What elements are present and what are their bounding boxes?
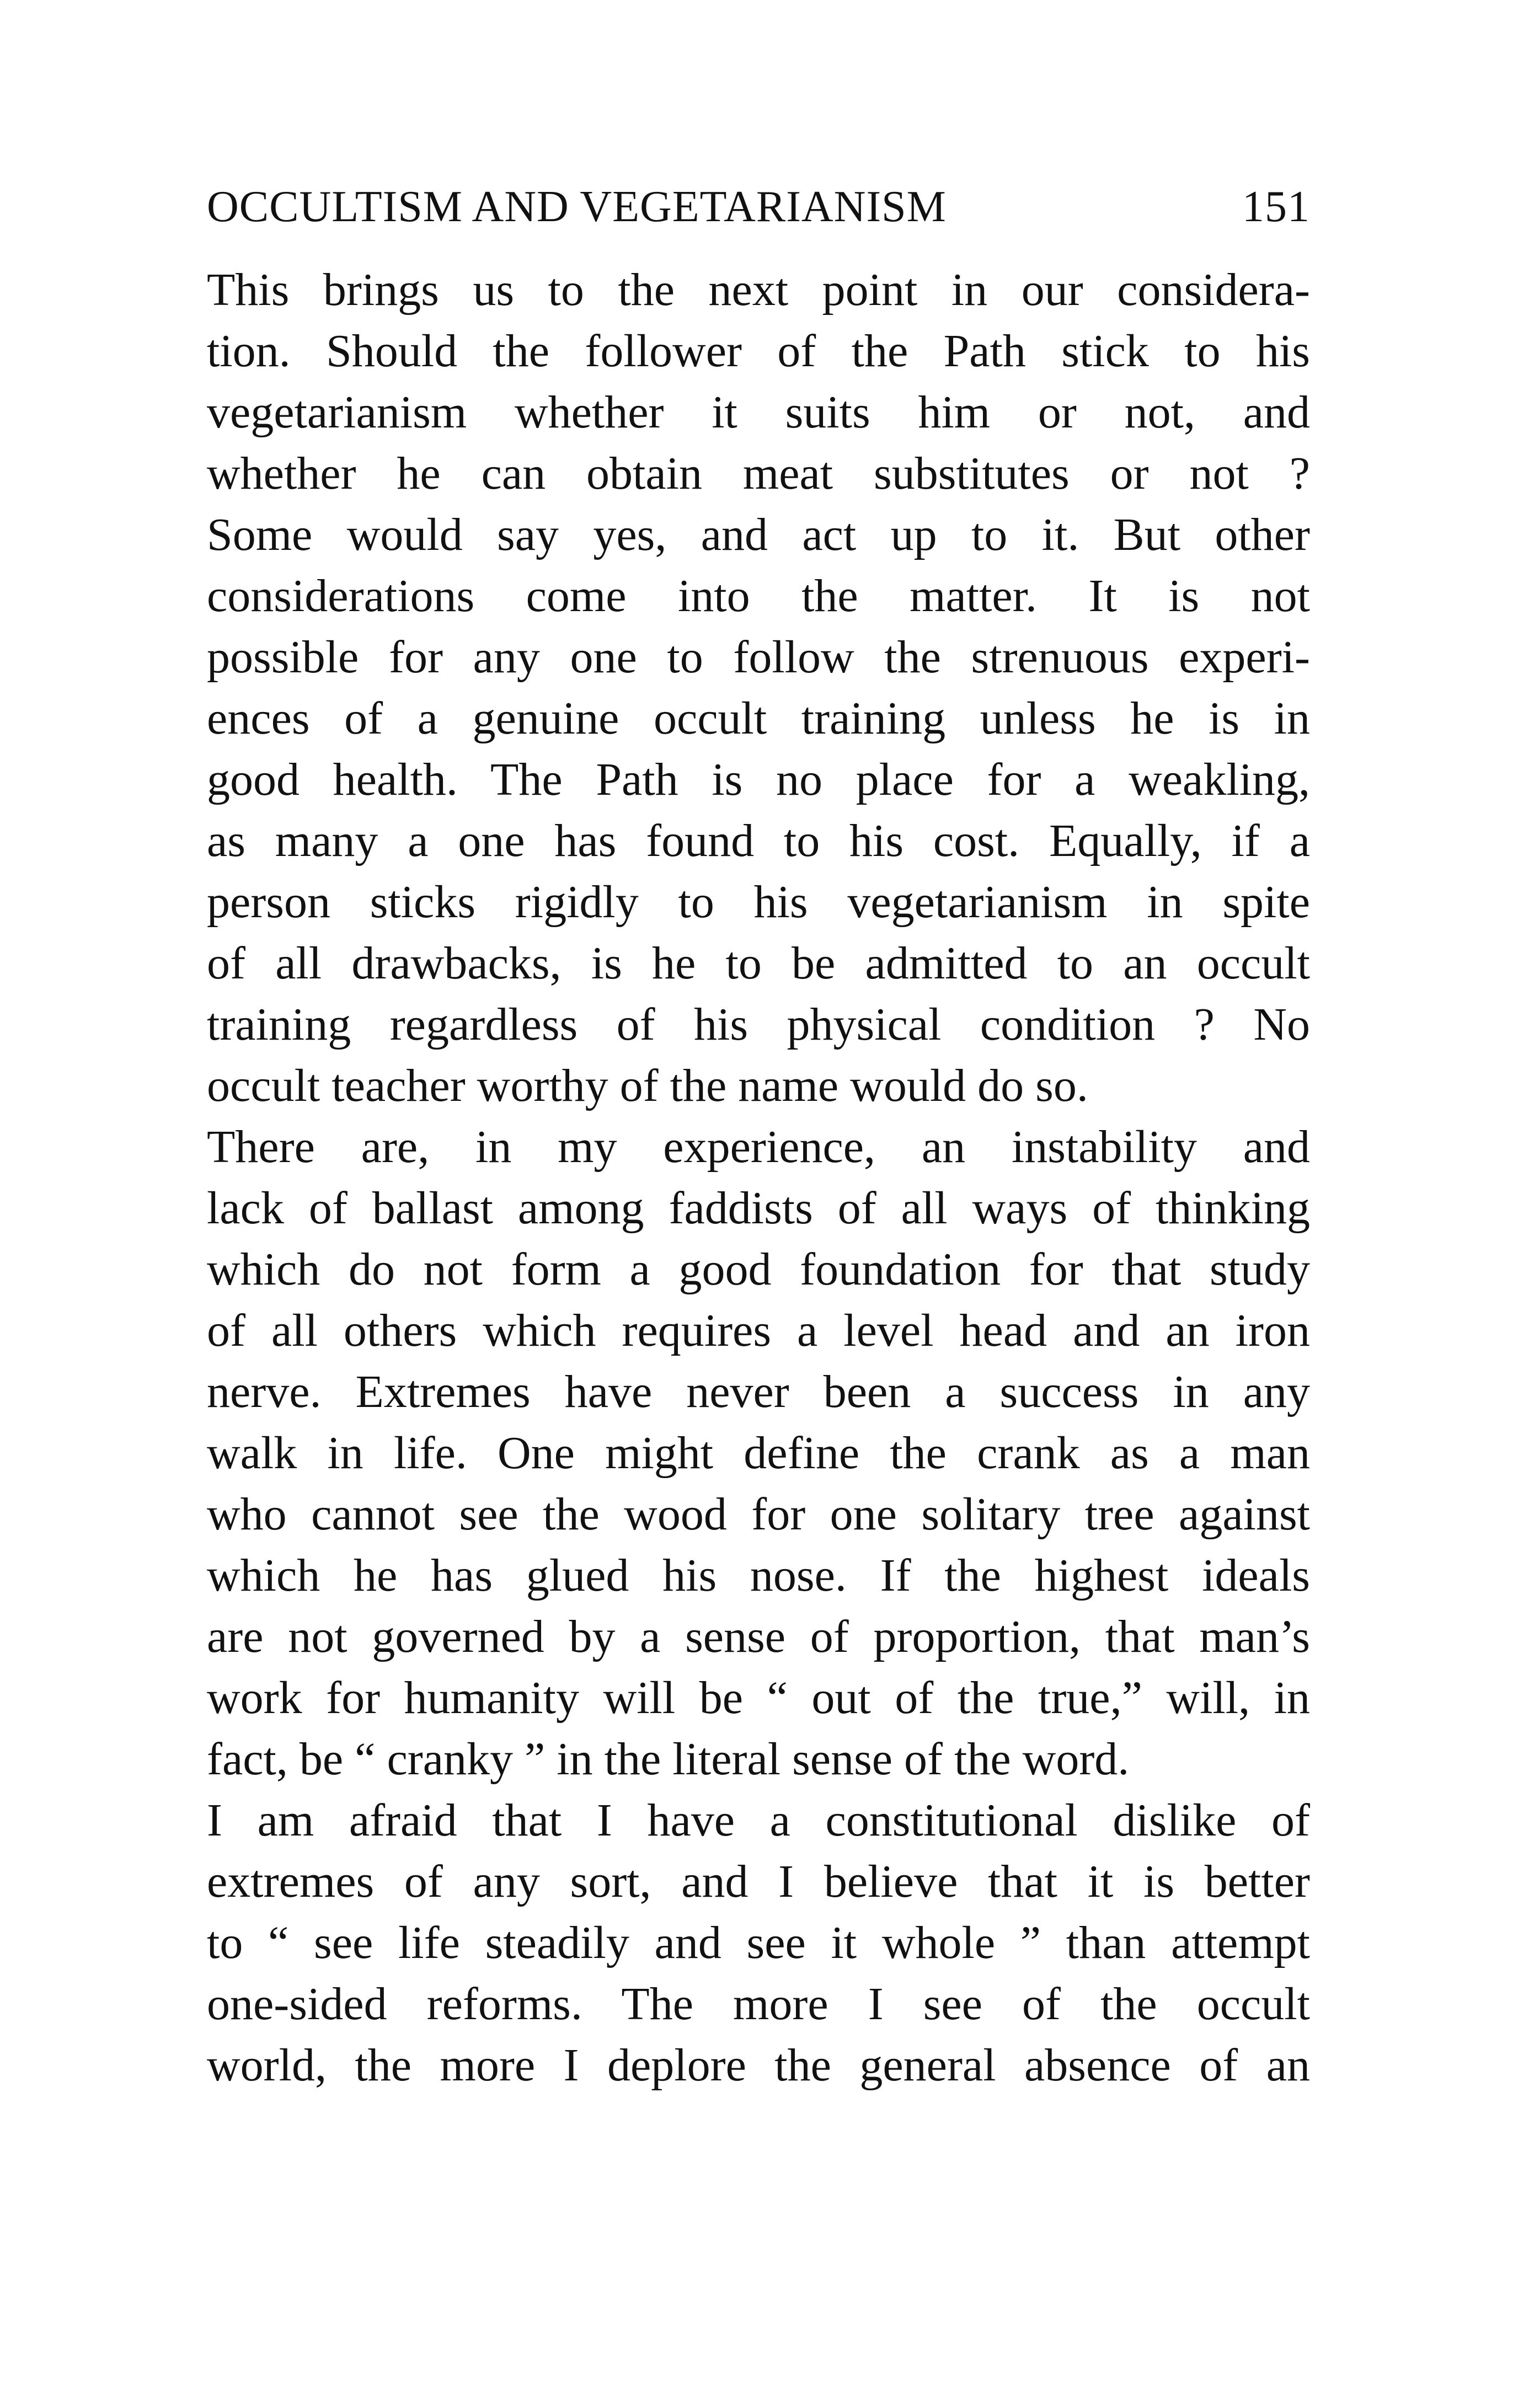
- text-line: good health. The Path is no place for a weakling,: [207, 754, 1310, 805]
- text-line: occult teacher worthy of the name would do so.: [207, 1060, 1088, 1111]
- text-line: whether he can obtain meat substitutes or not ?: [207, 448, 1310, 499]
- text-line: ences of a genuine occult training unless he is in: [207, 693, 1310, 744]
- paragraph-3: [207, 1790, 1310, 2096]
- text-line: walk in life. One might define the crank as a man: [207, 1427, 1310, 1479]
- text-line: Some would say yes, and act up to it. But other: [207, 509, 1310, 560]
- text-line: There are, in my experience, an instability and: [207, 1121, 1310, 1173]
- text-line: fact, be “ cranky ” in the literal sense of the word.: [207, 1733, 1130, 1785]
- text-line: person sticks rigidly to his vegetarianism in spite: [207, 876, 1310, 928]
- text-line: which he has glued his nose. If the highest ideals: [207, 1550, 1310, 1601]
- text-line: This brings us to the next point in our considera-: [207, 264, 1310, 315]
- text-line: extremes of any sort, and I believe that it is better: [207, 1856, 1310, 1907]
- page-number: 151: [1242, 183, 1310, 231]
- text-line: lack of ballast among faddists of all ways of thinking: [207, 1182, 1310, 1234]
- text-line: possible for any one to follow the strenuous experi-: [207, 632, 1310, 683]
- text-line: nerve. Extremes have never been a success in any: [207, 1366, 1310, 1417]
- text-line: vegetarianism whether it suits him or not, and: [207, 387, 1310, 438]
- text-line: of all others which requires a level head and an iron: [207, 1305, 1310, 1356]
- text-line: one-sided reforms. The more I see of the occult: [207, 1978, 1310, 2030]
- text-line: considerations come into the matter. It is not: [207, 570, 1310, 622]
- running-title: OCCULTISM AND VEGETARIANISM: [207, 183, 947, 231]
- text-line: training regardless of his physical condition ? No: [207, 999, 1310, 1050]
- text-line: to “ see life steadily and see it whole ” than attempt: [207, 1917, 1310, 1968]
- text-line: who cannot see the wood for one solitary tree against: [207, 1489, 1310, 1540]
- text-line: are not governed by a sense of proportion, that man’s: [207, 1611, 1310, 1662]
- text-line: which do not form a good foundation for that study: [207, 1244, 1310, 1295]
- page-header: [207, 174, 1310, 240]
- paragraph-2: [207, 1116, 1310, 1790]
- text-line: of all drawbacks, is he to be admitted to an occult: [207, 938, 1310, 989]
- text-line: work for humanity will be “ out of the true,” will, in: [207, 1672, 1310, 1724]
- text-line: I am afraid that I have a constitutional dislike of: [207, 1795, 1310, 1846]
- text-line: world, the more I deplore the general absence of an: [207, 2040, 1310, 2091]
- page-body: [207, 259, 1310, 2096]
- paragraph-1: [207, 259, 1310, 1116]
- text-line: tion. Should the follower of the Path stick to his: [207, 325, 1310, 377]
- text-line: as many a one has found to his cost. Equally, if a: [207, 815, 1310, 866]
